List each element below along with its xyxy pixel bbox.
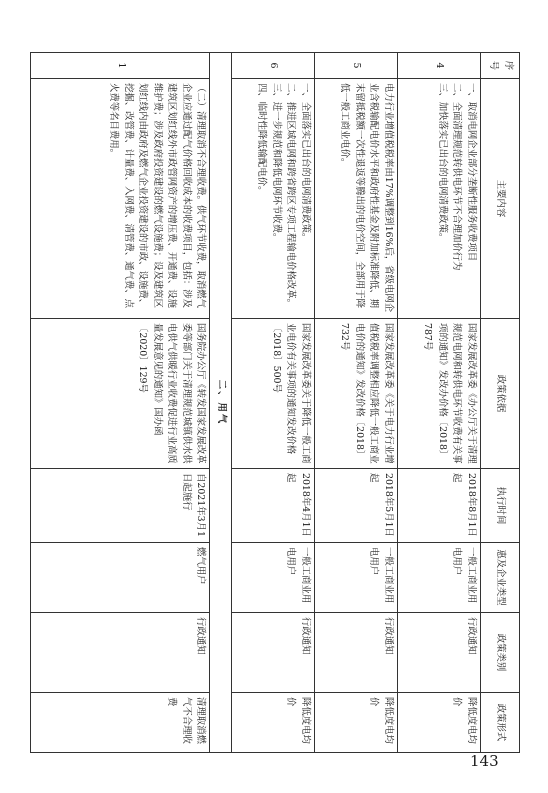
row-time: 2018年4月1日起	[231, 469, 314, 543]
header-beneficiary: 惠及企业类型	[481, 543, 520, 613]
header-basis: 政策依据	[481, 319, 520, 469]
row-no: 6	[231, 53, 314, 79]
row-form: 降低度电均价	[397, 693, 480, 753]
row-category: 行政通知	[397, 613, 480, 693]
page-number: 143	[470, 752, 499, 770]
content-line: 一、取消电网企业部分垄断性服务收费项目	[466, 83, 477, 262]
header-form: 政策形式	[481, 693, 520, 753]
rotated-policy-table-region	[30, 52, 520, 752]
row-beneficiary: 一般工商业用电用户	[314, 543, 397, 613]
header-no: 序号	[481, 53, 520, 79]
row-form: 降低度电均价	[231, 693, 314, 753]
row-beneficiary: 一般工商业用电用户	[231, 543, 314, 613]
content-line: 三、进一步规范和降低电网环节收费。	[270, 83, 282, 243]
row-basis: 国家发展改革委关于降低一般工商业电价有关事项的通知发改价格〔2018〕500号	[231, 319, 314, 469]
content-line: 三、加快落实已出台的电网清费政策。	[436, 83, 448, 243]
content-line: 二、推进区域电网和跨省跨区专项工程输电价格改革。	[285, 83, 297, 309]
row-time: 2018年5月1日起	[314, 469, 397, 543]
header-time: 执行时间	[481, 469, 520, 543]
content-line: 二、全面清理规范转供电环节不合理加价行为	[451, 83, 463, 271]
row-category: 行政通知	[231, 613, 314, 693]
row-form: 清理取消燃气不合理收费	[31, 693, 210, 753]
content-line: 电力行业增值税税率由17%调整到16%后，省级电网企业含税输配电价水平和政府性基金及附加标准降低、期末留抵税额一次性退返等腾出的电价空间，全部用于降低一般工商业电价。	[339, 83, 394, 313]
row-no: 1	[31, 53, 210, 79]
row-beneficiary: 一般工商业用电用户	[397, 543, 480, 613]
content-line: 一、全面落实已出台的电网清费政策。	[299, 83, 311, 243]
row-content	[231, 79, 314, 319]
row-time: 自2021年3月1日起施行	[31, 469, 210, 543]
row-no: 5	[314, 53, 397, 79]
table-row	[31, 53, 210, 753]
row-form: 降低度电均价	[314, 693, 397, 753]
row-no: 4	[397, 53, 480, 79]
section-row	[210, 53, 232, 753]
content-line: 四、临时性降低输配电价。	[256, 83, 268, 196]
row-beneficiary: 燃气用户	[31, 543, 210, 613]
row-time: 2018年8月1日起	[397, 469, 480, 543]
header-category: 政策类别	[481, 613, 520, 693]
row-category: 行政通知	[314, 613, 397, 693]
header-content: 主要内容	[481, 79, 520, 319]
row-content: （二）清理取消不合理收费。供气环节收费，取消燃气企业应通过配气价格回收成本的收费项目，包括：涉及建筑区划红线外市政管网资产的增压费、开通费、设施维护费；涉及政府投资建设的燃气设施费；设及建筑区划红线内由政府及燃气企业投资建设的市政、设施费、挖掘、改管费、计量费、入网费、清管费、通气费、点火费等名目费用。	[31, 79, 210, 319]
row-content	[397, 79, 480, 319]
row-basis: 国家发展改革委《办公厅关于清理规范电网和转供电环节收费有关事项的通知》发改办价格〔2018〕787号	[397, 319, 480, 469]
table-header-row	[481, 53, 520, 753]
table-row	[397, 53, 480, 753]
policy-table	[30, 52, 520, 753]
table-row	[314, 53, 397, 753]
section-title: 二、用气	[210, 53, 232, 753]
row-content	[314, 79, 397, 319]
table-row	[231, 53, 314, 753]
row-basis: 国务院办公厅《转发国家发展改革委等部门关于清理规范城镇供水供电供气供暖行业收费促进行业高质量发展意见的通知》国办函〔2020〕129号	[31, 319, 210, 469]
row-basis: 国家发展改革委《关于电力行业增值税税率调整相应降低一般工商业电价的通知》发改价格〔2018〕732号	[314, 319, 397, 469]
row-category: 行政通知	[31, 613, 210, 693]
